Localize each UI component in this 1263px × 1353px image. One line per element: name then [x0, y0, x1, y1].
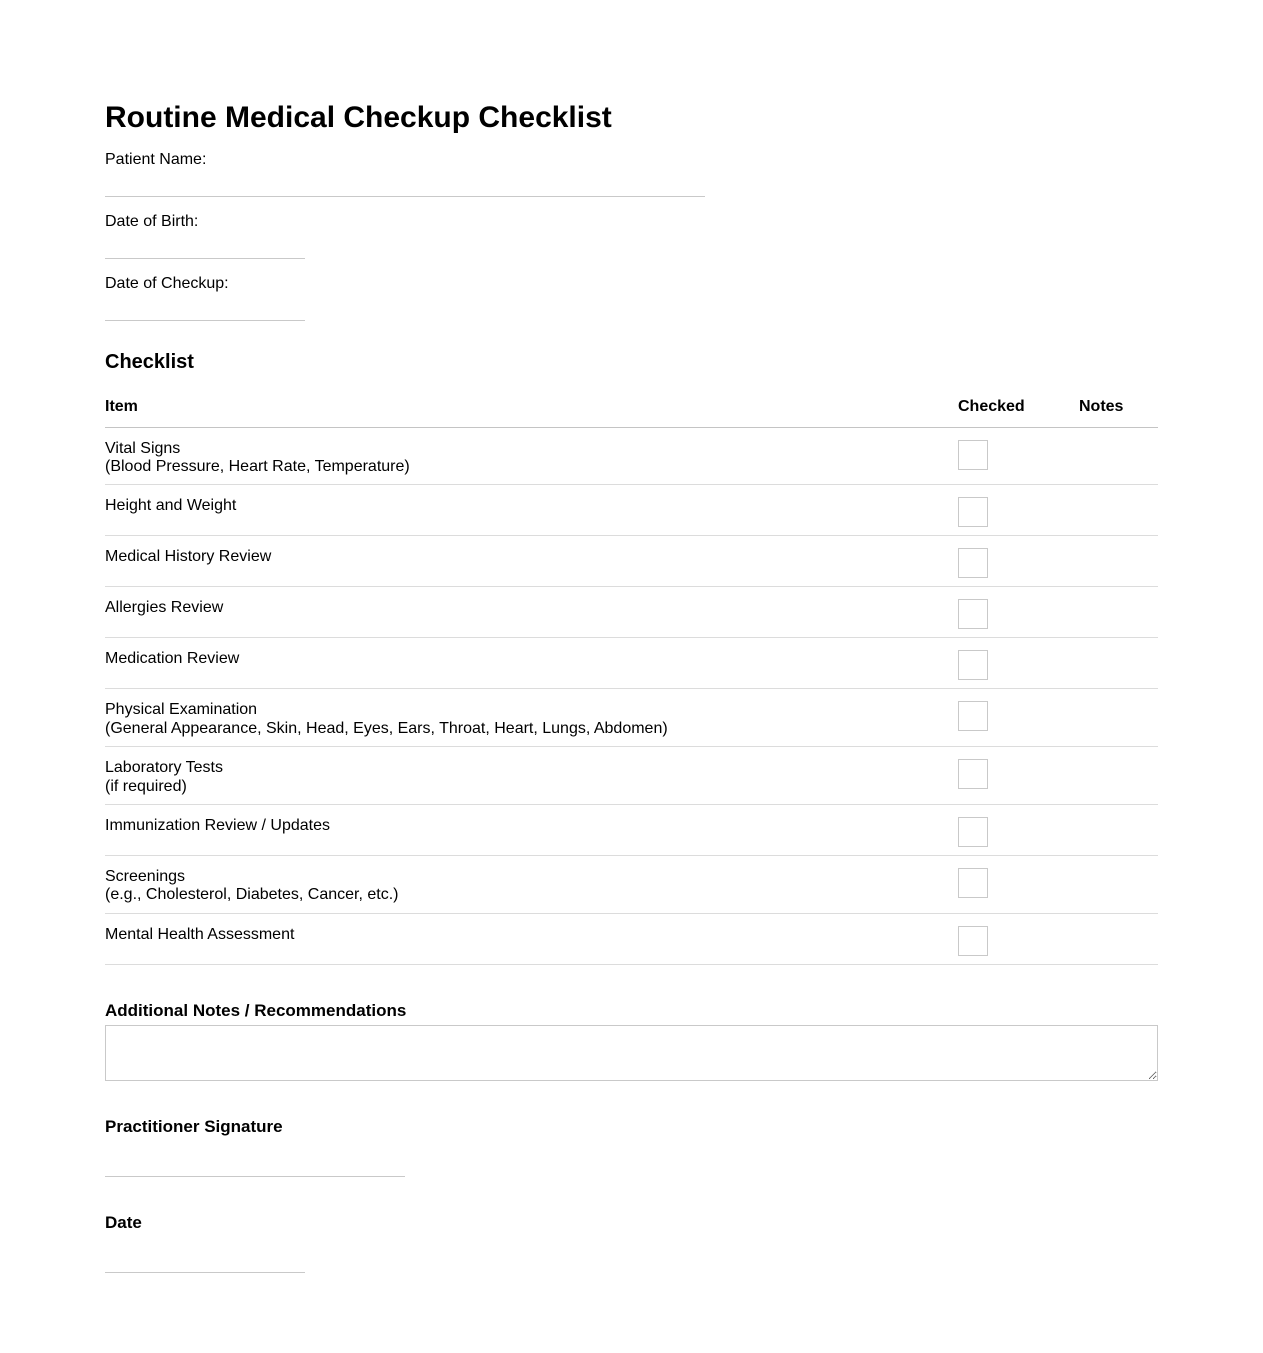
table-row [105, 747, 1158, 805]
notes-cell [1079, 485, 1158, 536]
item-detail: (Blood Pressure, Heart Rate, Temperature) [105, 457, 410, 475]
column-header-item: Item [105, 398, 958, 428]
checklist-table [105, 398, 1158, 965]
additional-notes-heading: Additional Notes / Recommendations [105, 1000, 407, 1020]
row-checkbox[interactable] [958, 759, 988, 789]
notes-cell [1079, 427, 1158, 485]
table-row [105, 804, 1158, 855]
table-row [105, 855, 1158, 913]
row-checkbox[interactable] [958, 701, 988, 731]
checked-cell [958, 747, 1079, 805]
table-header-row [105, 398, 1158, 428]
date-of-birth-label: Date of Birth: [105, 212, 199, 230]
practitioner-signature-block [105, 1117, 1158, 1177]
row-checkbox[interactable] [958, 650, 988, 680]
row-checkbox[interactable] [958, 599, 988, 629]
checked-cell [958, 855, 1079, 913]
item-name: Medical History Review [105, 548, 272, 566]
checklist-heading: Checklist [105, 350, 194, 373]
checked-cell [958, 427, 1079, 485]
column-header-checked: Checked [958, 398, 1079, 428]
date-heading: Date [105, 1212, 142, 1232]
date-block [105, 1213, 1158, 1273]
checked-cell [958, 689, 1079, 747]
page-title: Routine Medical Checkup Checklist [105, 101, 612, 134]
item-cell [105, 536, 958, 587]
date-of-checkup-field [105, 275, 1158, 321]
patient-name-field [105, 151, 1158, 197]
item-name: Vital Signs [105, 439, 181, 457]
date-of-birth-field [105, 213, 1158, 259]
item-name: Height and Weight [105, 497, 237, 515]
row-checkbox[interactable] [958, 926, 988, 956]
date-of-checkup-input[interactable] [105, 293, 305, 321]
row-checkbox[interactable] [958, 548, 988, 578]
checked-cell [958, 913, 1079, 964]
row-checkbox[interactable] [958, 817, 988, 847]
table-row [105, 689, 1158, 747]
column-header-notes: Notes [1079, 398, 1158, 428]
additional-notes-textarea[interactable] [105, 1025, 1158, 1081]
notes-cell [1079, 689, 1158, 747]
practitioner-signature-input[interactable] [105, 1149, 405, 1177]
row-checkbox[interactable] [958, 497, 988, 527]
item-name: Immunization Review / Updates [105, 816, 330, 834]
item-cell [105, 587, 958, 638]
item-name: Mental Health Assessment [105, 925, 295, 943]
item-name: Allergies Review [105, 599, 224, 617]
item-name: Medication Review [105, 650, 240, 668]
table-row [105, 536, 1158, 587]
patient-name-input[interactable] [105, 169, 705, 197]
table-row [105, 427, 1158, 485]
patient-name-label: Patient Name: [105, 150, 207, 168]
item-name: Laboratory Tests [105, 759, 223, 777]
checked-cell [958, 587, 1079, 638]
date-input[interactable] [105, 1245, 305, 1273]
date-of-checkup-label: Date of Checkup: [105, 274, 229, 292]
table-row [105, 485, 1158, 536]
item-detail: (e.g., Cholesterol, Diabetes, Cancer, etc.) [105, 886, 399, 904]
item-cell [105, 804, 958, 855]
table-row [105, 638, 1158, 689]
item-cell [105, 689, 958, 747]
item-cell [105, 913, 958, 964]
notes-cell [1079, 638, 1158, 689]
notes-cell [1079, 804, 1158, 855]
checked-cell [958, 485, 1079, 536]
row-checkbox[interactable] [958, 868, 988, 898]
checked-cell [958, 536, 1079, 587]
item-detail: (General Appearance, Skin, Head, Eyes, Ears, Throat, Heart, Lungs, Abdomen) [105, 719, 668, 737]
notes-cell [1079, 587, 1158, 638]
item-name: Physical Examination [105, 701, 258, 719]
practitioner-signature-heading: Practitioner Signature [105, 1116, 283, 1136]
checked-cell [958, 804, 1079, 855]
notes-cell [1079, 855, 1158, 913]
table-row [105, 587, 1158, 638]
form-container [105, 0, 1158, 1353]
notes-cell [1079, 747, 1158, 805]
notes-cell [1079, 913, 1158, 964]
table-row [105, 913, 1158, 964]
item-cell [105, 485, 958, 536]
item-cell [105, 427, 958, 485]
item-cell [105, 747, 958, 805]
item-detail: (if required) [105, 777, 187, 795]
checked-cell [958, 638, 1079, 689]
item-cell [105, 855, 958, 913]
notes-cell [1079, 536, 1158, 587]
date-of-birth-input[interactable] [105, 231, 305, 259]
item-name: Screenings [105, 867, 186, 885]
item-cell [105, 638, 958, 689]
row-checkbox[interactable] [958, 440, 988, 470]
